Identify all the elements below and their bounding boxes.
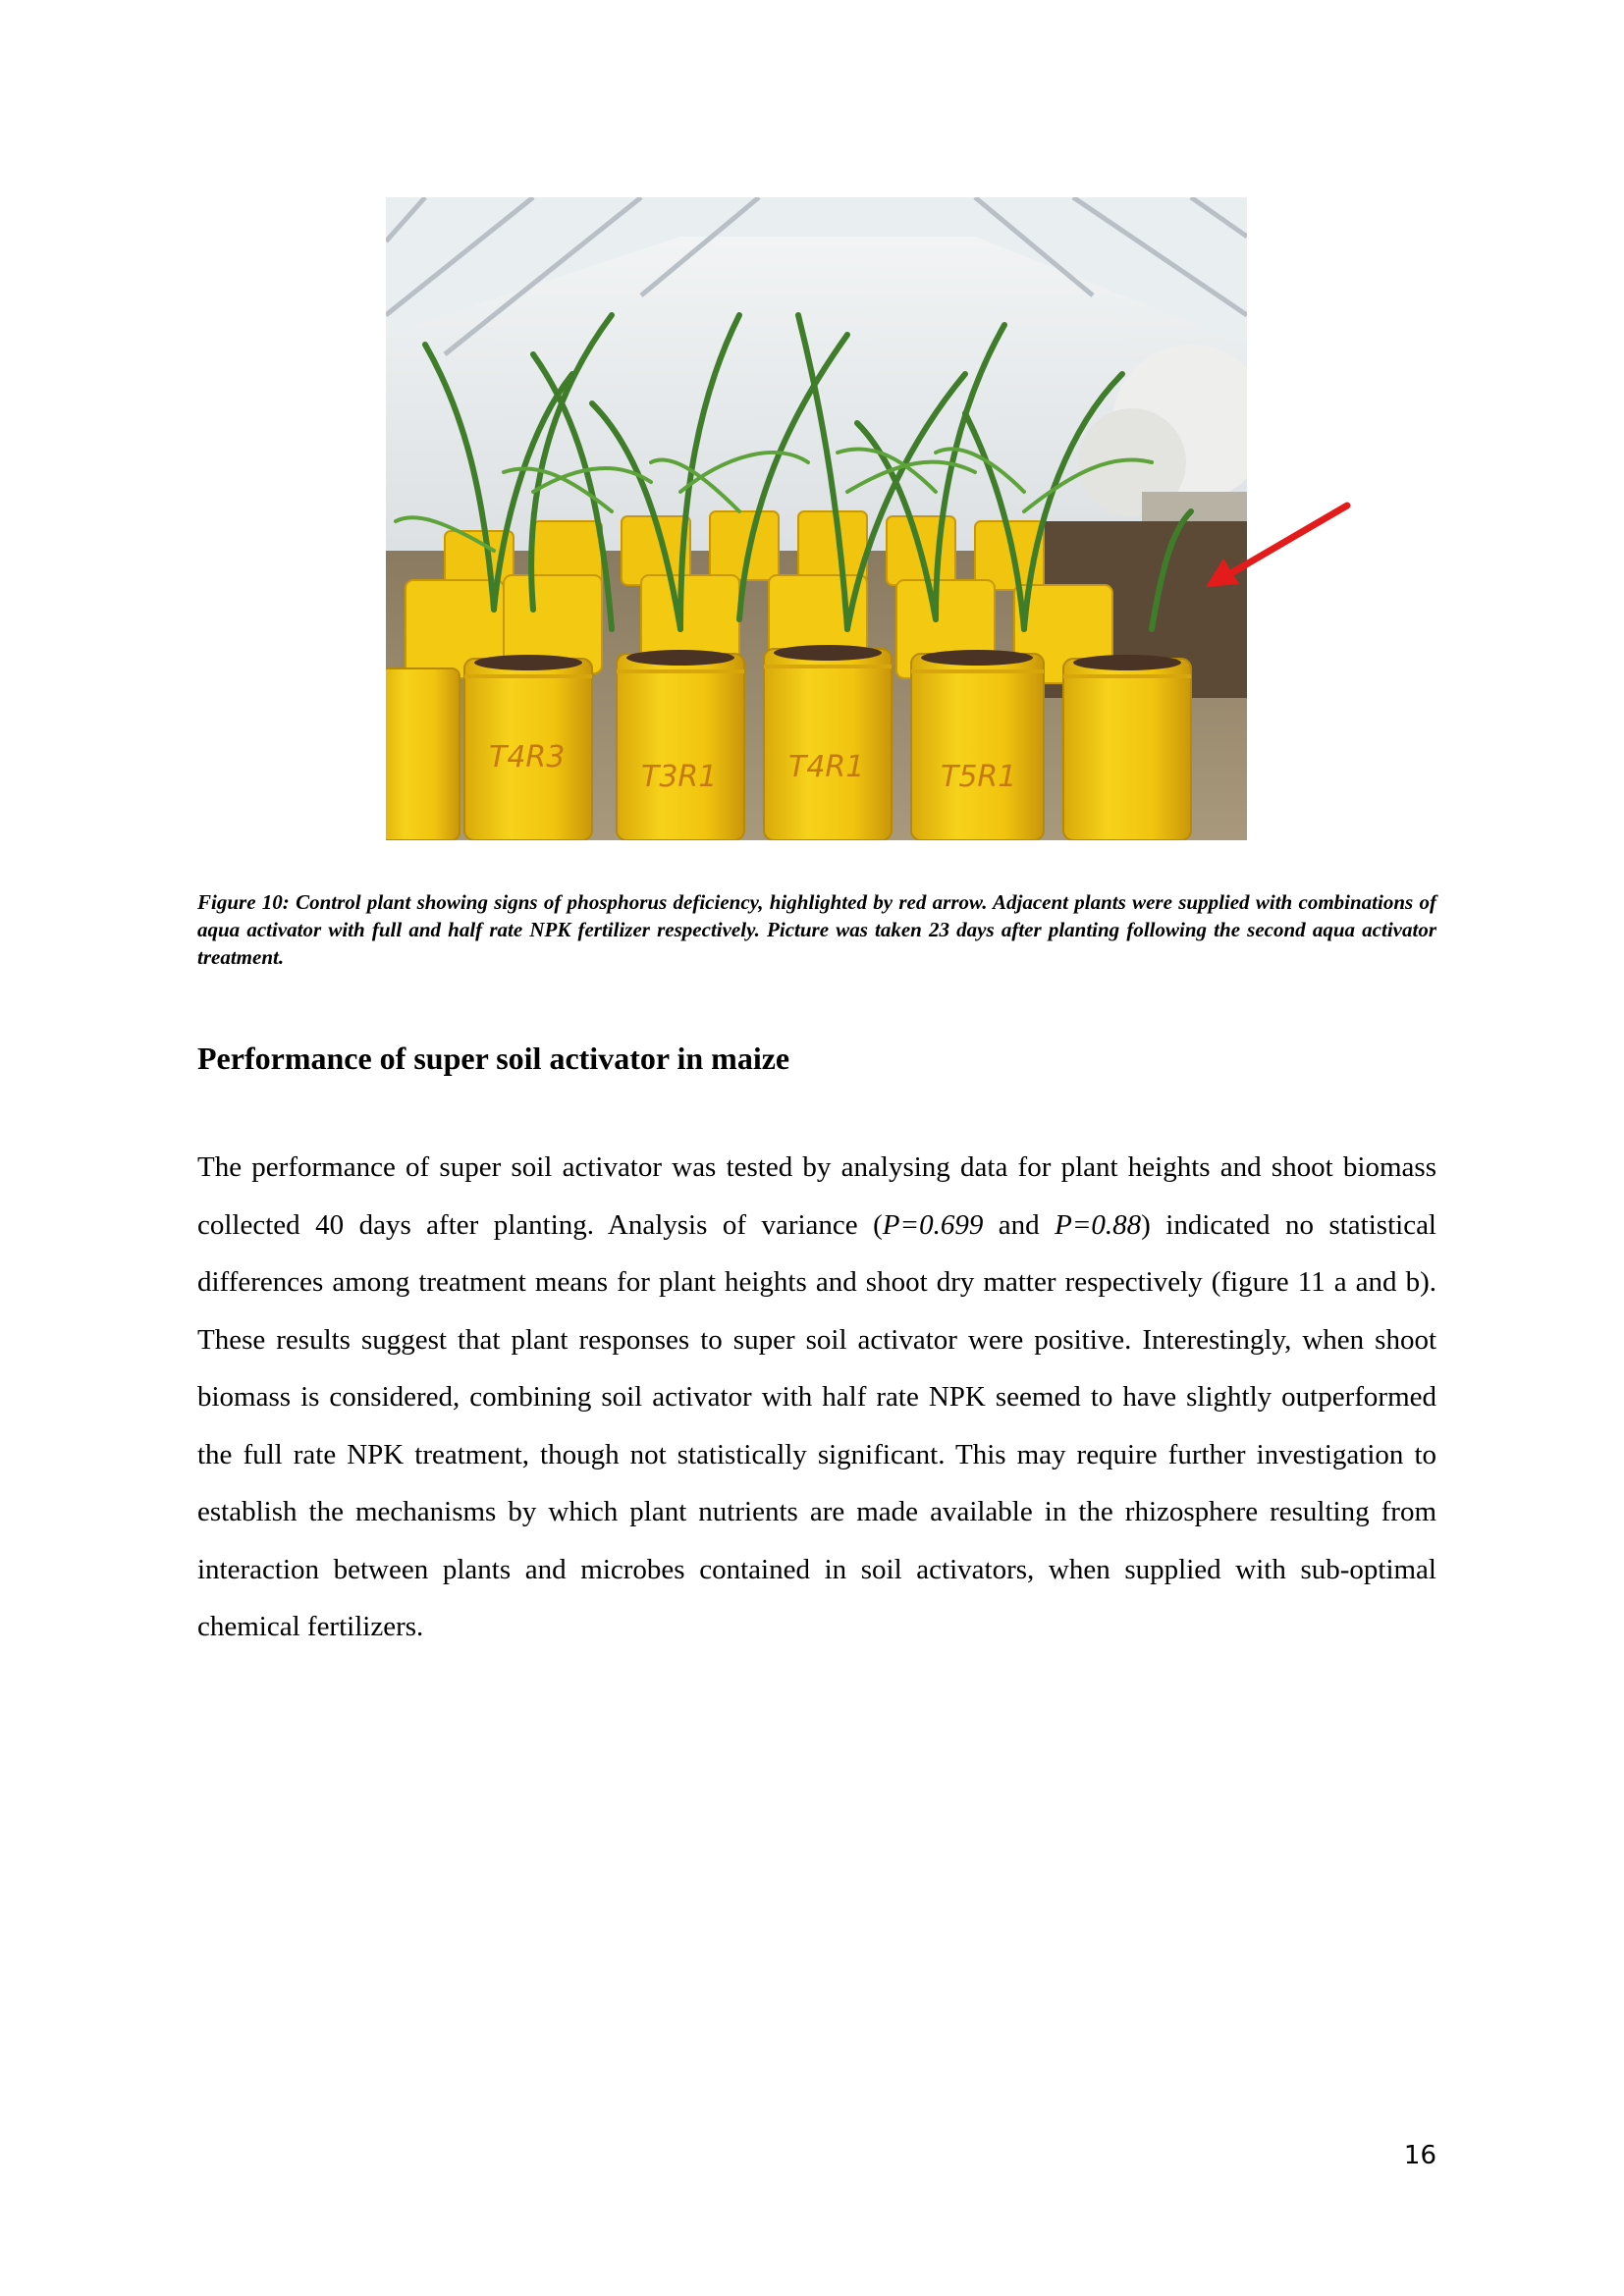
figure-caption: Figure 10: Control plant showing signs of phosphorus deficiency, highlighted by red arrow. Adjacent plants were supplied with combinations of aqua activator with full and half rate NPK fertilizer respectively. Picture was taken 23 days after planting following the second aqua activator treatment. bbox=[197, 890, 1436, 969]
bucket-label: T4R3 bbox=[489, 740, 566, 774]
bucket-label: T4R1 bbox=[788, 750, 865, 784]
paragraph-text: and bbox=[983, 1208, 1056, 1241]
page-number: 16 bbox=[1403, 2141, 1436, 2170]
section-heading: Performance of super soil activator in maize bbox=[197, 1041, 790, 1076]
paragraph-text: ) indicated no statistical differences among treatment means for plant heights and shoot dry matter respectively (figure 11 a and b). These results suggest that plant responses to super soil activator were positive. Interestingly, when shoot biomass is considered, combining soil activator with half rate NPK seemed to have slightly outperformed the full rate NPK treatment, though not statistically significant. This may require further investigation to establish the mechanisms by which plant nutrients are made available in the rhizosphere resulting from interaction between plants and microbes contained in soil activators, when supplied with sub-optimal chemical fertilizers. bbox=[197, 1208, 1436, 1642]
p-value: P=0.88 bbox=[1055, 1208, 1142, 1241]
bucket-label: T5R1 bbox=[941, 760, 1017, 794]
body-paragraph bbox=[197, 1139, 1436, 1656]
maize-greenhouse-photo bbox=[386, 197, 1247, 840]
paragraph-text: The performance of super soil activator was tested by analysing data for plant heights and shoot biomass collected 40 days after planting. Analysis of variance ( bbox=[197, 1151, 1436, 1241]
p-value: P=0.699 bbox=[882, 1208, 984, 1241]
red-arrow-icon bbox=[1200, 496, 1357, 594]
bucket-label: T3R1 bbox=[641, 760, 718, 794]
